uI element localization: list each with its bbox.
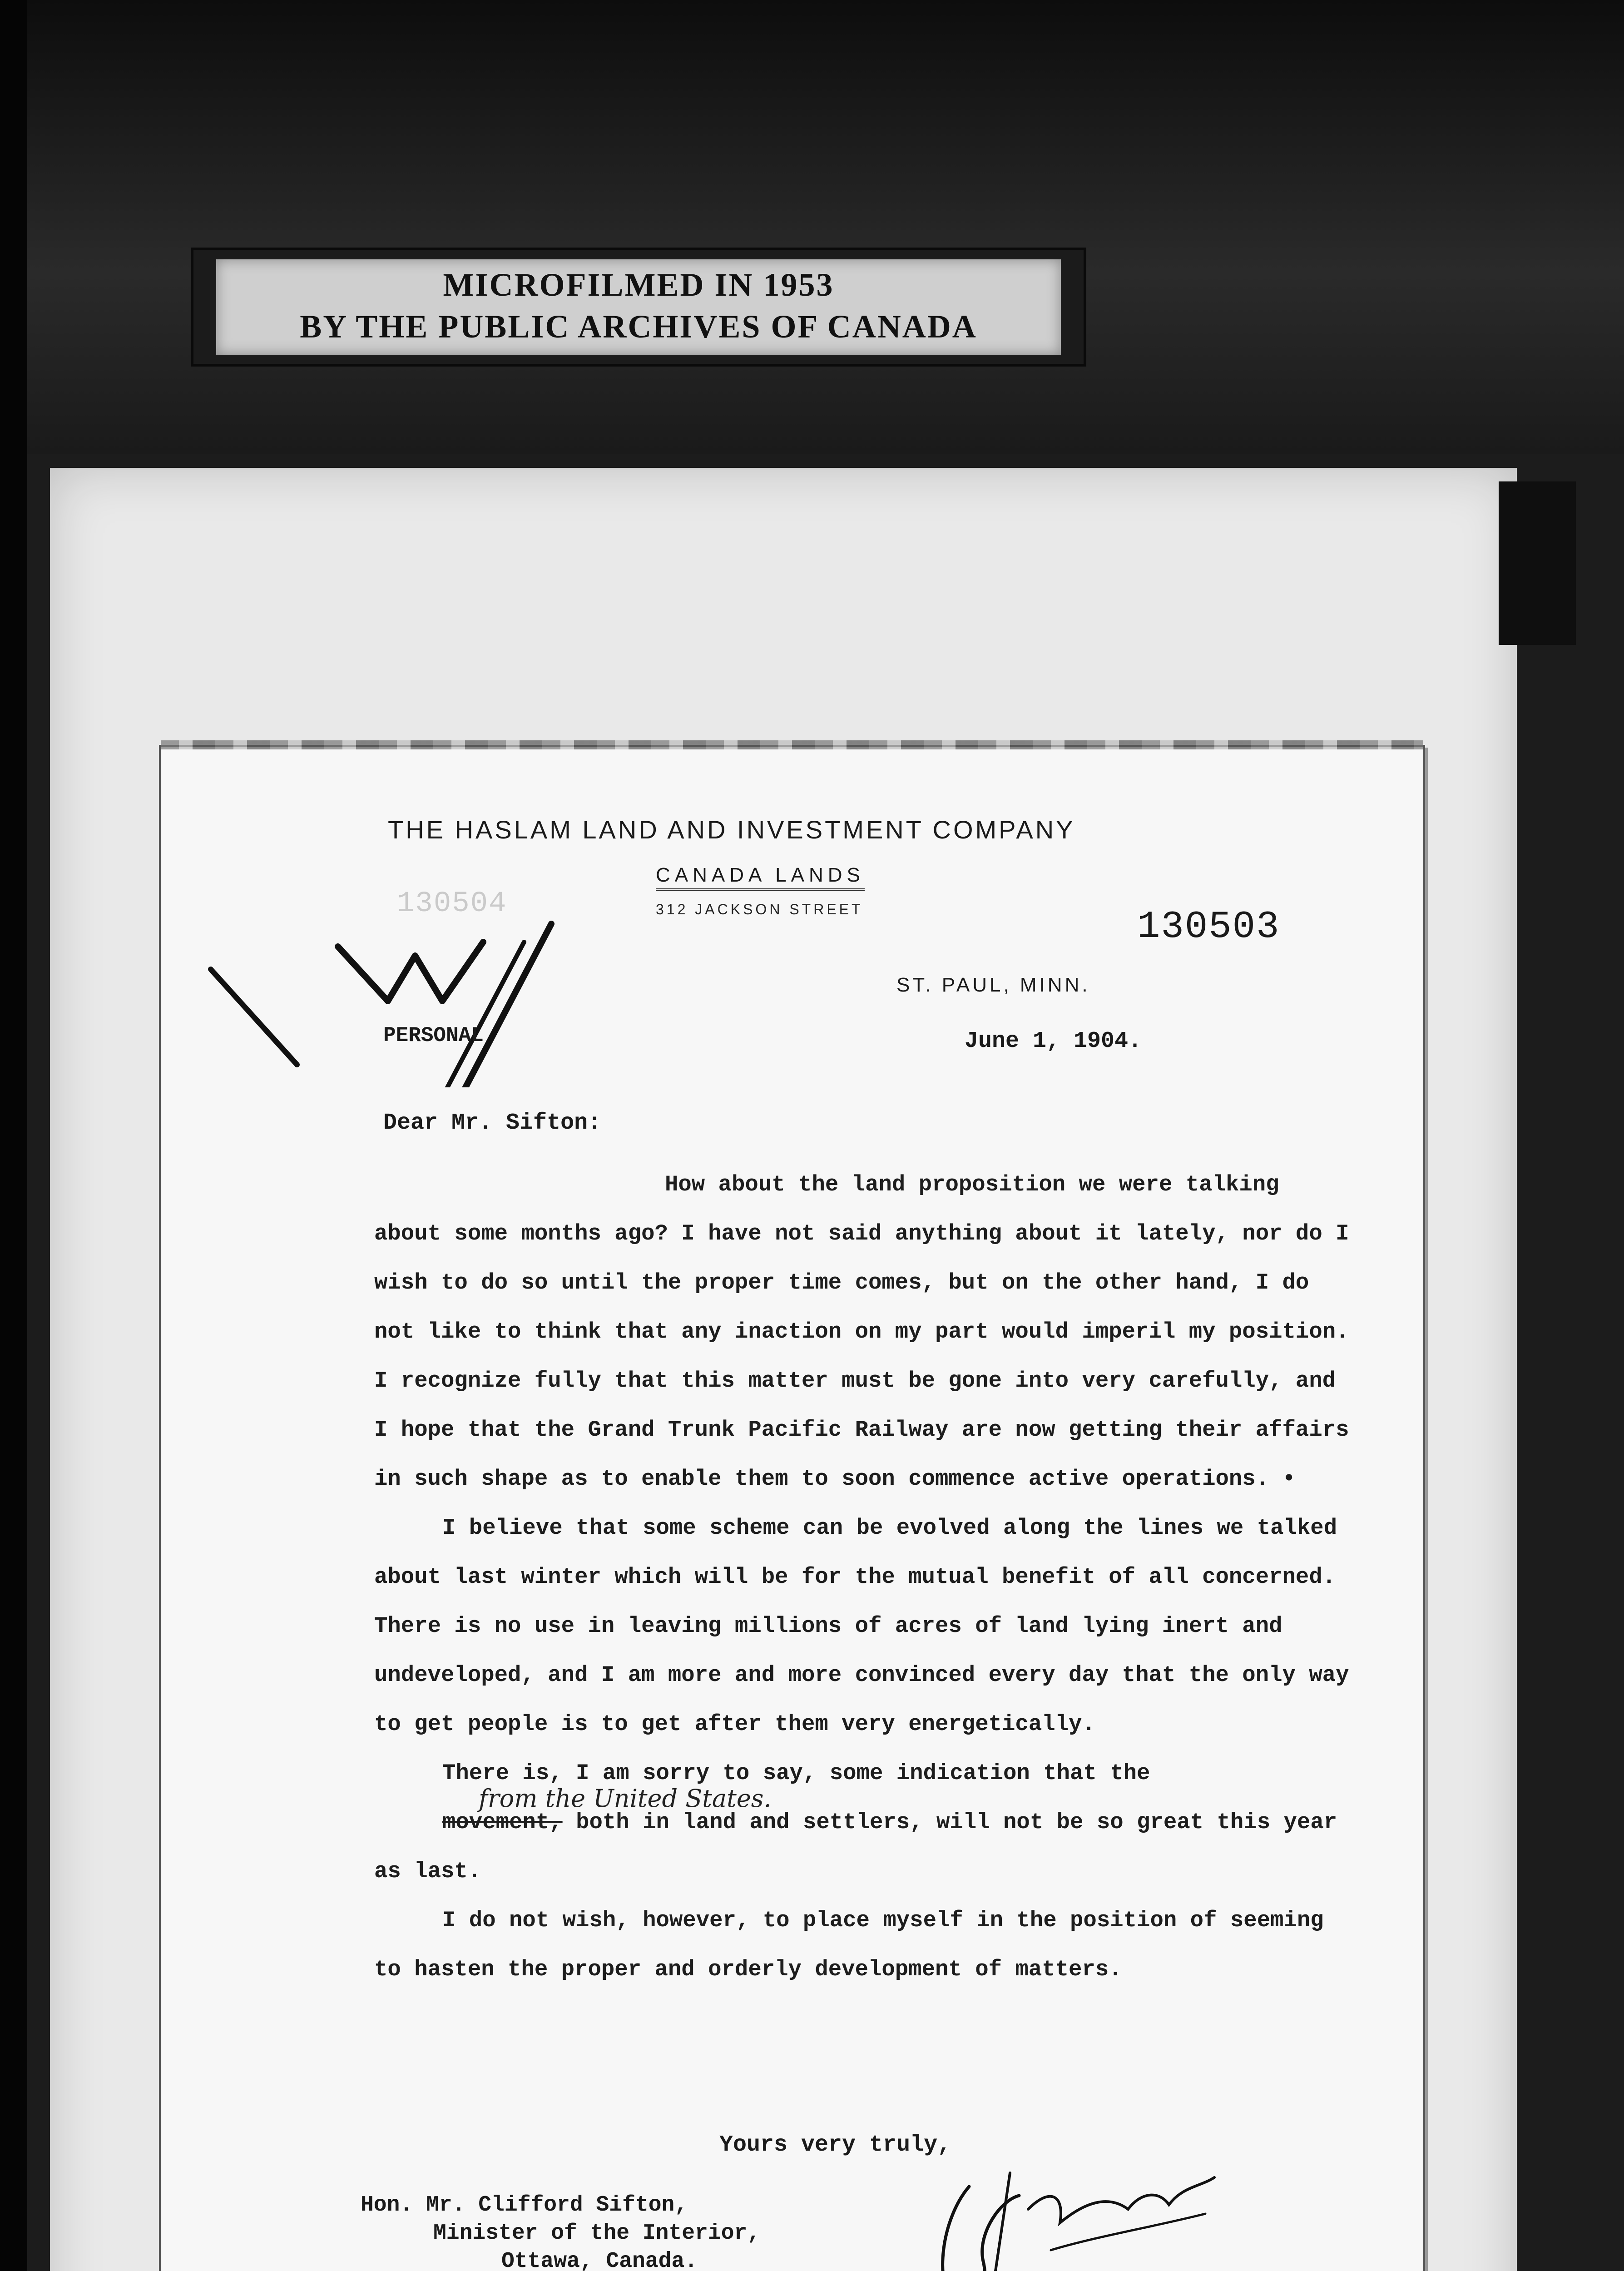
document-number: 130503 <box>1137 906 1280 949</box>
handwritten-correction <box>374 1784 772 1847</box>
letter-date: June 1, 1904. <box>965 1028 1142 1054</box>
recipient-block <box>361 2191 760 2271</box>
handwritten-file-mark-icon <box>202 851 610 1087</box>
microfilm-label-card <box>191 248 1086 367</box>
struck-word: movement, <box>442 1810 563 1835</box>
letterhead-subtitle: CANADA LANDS <box>656 864 865 891</box>
frame-right-tab <box>1499 481 1576 645</box>
paragraph-2: I believe that some scheme can be evolved along the lines we talked about last winter which will be for the mutual benefit of all concerned. There is no use in leaving millions of acres of land lying inert and undeveloped, and I am more and more convinced every day that the only way to get people is to get after them very energetically. <box>374 1515 1349 1737</box>
recipient-line2: Minister of the Interior, <box>433 2221 761 2246</box>
paragraph-1: How about the land proposition we were talking about some months ago? I have not said anything about it lately, nor do I wish to do so until the proper time comes, but on the other hand, I do not like to think that any inaction on my part would imperil my position. I recognize fully that this matter must be gone into very carefully, and I hope that the Grand Trunk Pacific Railway are now getting their affairs in such shape as to enable them to soon commence active operations. • <box>374 1172 1349 1492</box>
salutation: Dear Mr. Sifton: <box>383 1110 602 1136</box>
paragraph-3-start: There is, I am sorry to say, some indication that the <box>442 1760 1150 1786</box>
handwritten-insertion: from the United States. <box>479 1784 772 1813</box>
microfilm-label <box>216 259 1061 355</box>
film-top-border <box>0 0 1624 454</box>
microfilm-label-line2: BY THE PUBLIC ARCHIVES OF CANADA <box>300 308 977 345</box>
letter-body <box>374 1160 1351 1994</box>
torn-top-edge <box>161 740 1423 749</box>
signature-icon <box>915 2146 1233 2271</box>
closing: Yours very truly, <box>719 2132 951 2158</box>
letterhead-company: THE HASLAM LAND AND INVESTMENT COMPANY <box>388 815 1075 844</box>
paragraph-3-end: both in land and settlers, will not be so great this year as last. <box>374 1810 1337 1884</box>
letterhead-street: 312 JACKSON STREET <box>656 901 863 917</box>
recipient-line1: Hon. Mr. Clifford Sifton, <box>361 2193 688 2217</box>
letterhead-city: ST. PAUL, MINN. <box>896 974 1090 996</box>
microfilm-label-line1: MICROFILMED IN 1953 <box>443 267 834 303</box>
film-left-edge <box>0 0 27 2271</box>
recipient-line3: Ottawa, Canada. <box>501 2249 698 2271</box>
paragraph-3 <box>374 1749 1351 1896</box>
letter-page <box>159 745 1425 2271</box>
ghost-stamp-number: 130504 <box>397 888 507 920</box>
personal-marking: PERSONAL <box>383 1024 484 1047</box>
paragraph-4: I do not wish, however, to place myself in the position of seeming to hasten the proper and orderly development of matters. <box>374 1908 1324 1982</box>
